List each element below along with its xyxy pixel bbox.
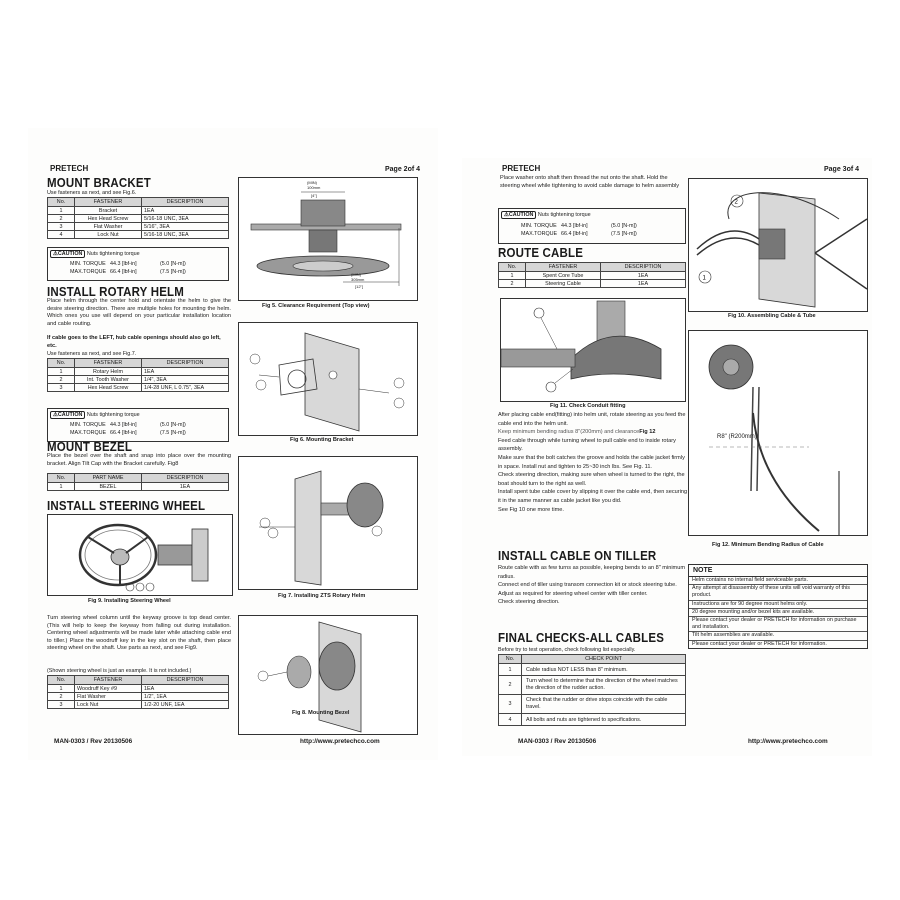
caution-text: Nuts tightening torque [537,212,591,218]
figure-caption: Fig 5. Clearance Requirement (Top view) [262,303,370,309]
paragraph: Check steering direction. [498,599,560,606]
max-torque-label: MAX.TORQUE [521,231,558,237]
cell: 2 [499,676,522,695]
table-row [48,685,229,693]
fig5-clearance [238,177,418,301]
dimension-label: 100mm [307,185,321,190]
radius-label: R8" (R200mm) [717,434,757,440]
paragraph: Feed cable through while turning wheel to pull cable end to inside rotary assembly. [498,437,676,453]
figure-caption: Fig 8. Mounting Bezel [292,710,350,716]
caution-text: Nuts tightening torque [86,251,140,257]
wheel-note: (Shown steering wheel is just an example. It is not included.) [47,668,192,674]
intro-text: Place washer onto shaft then thread the nut onto the shaft. Hold the steering wheel while tightening to avoid cable damage to helm assembly [500,175,680,189]
cell: 1/2-20 UNF, 1EA [142,701,229,709]
bracket-diagram [239,323,417,435]
section-title-install-wheel: INSTALL STEERING WHEEL [47,499,206,513]
wheel-instructions: Turn steering wheel column until the keyway groove is top dead center. (This will help to keep the keyway from falling out during installation. Centering wheel adjustments will be made later while attaching cable end to tiller.) Place the woodruff key in the key slot on the shaft, then place steering wheel on the shaft. Use parts as next, and see Fig9. [47,615,231,652]
caution-badge: ⚠CAUTION [50,411,85,419]
section-title-mount-bracket: MOUNT BRACKET [47,176,151,190]
note-box [688,564,868,649]
paragraph: Install spent tube cable cover by slipping it over the cable end, then securing it in the same manner as cable jacket like you did. [498,489,688,504]
dimension-label: [12"] [355,284,364,289]
cell: 1EA [601,272,686,280]
caution-badge: ⚠CAUTION [50,250,85,258]
cell: Int. Tooth Washer [75,376,142,384]
table-row [48,215,229,223]
section-title-tiller: INSTALL CABLE ON TILLER [498,549,657,563]
table-row [499,280,686,288]
website-url: http://www.pretechco.com [748,738,828,745]
max-torque-label: MAX.TORQUE [70,430,107,436]
note-line: Please contact your dealer or PRETECH for information on purchase and installation. [689,617,867,632]
figure-caption: Fig 10. Assembling Cable & Tube [728,313,816,319]
min-torque-nm: (5.0 [N-m]) [160,422,186,428]
cell: 1 [48,483,75,491]
header-description: DESCRIPTION [142,474,229,483]
helm-bold-note: If cable goes to the LEFT, hub cable openings should also go left, etc. [47,335,221,349]
cell: Steering Cable [526,280,601,288]
header-fastener: FASTENER [75,359,142,368]
cell: 1/2", 1EA [142,693,229,701]
header-no: No. [48,676,75,685]
min-torque-value: 44.3 [lbf-in] [110,261,137,267]
caution-box [47,408,229,442]
fig11-conduit-fitting [500,298,686,402]
cell: 2 [499,280,526,288]
section-note: Use fasteners as next, and see Fig.6. [47,190,137,196]
manual-page-2 [28,128,438,760]
cell: Check that the rudder or drive stops coincide with the cable travel. [522,695,686,714]
caution-header [501,211,591,219]
max-torque-nm: (7.5 [N-m]) [611,231,637,237]
cell: Rotary Helm [75,368,142,376]
cell: 3 [48,384,75,392]
cell: Hex Head Screw [75,215,142,223]
cell: 1 [48,685,75,693]
dimension-label: (MIN) [351,272,361,277]
cell: 1EA [601,280,686,288]
table-header-row [48,676,229,685]
cell: 4 [499,714,522,726]
section-title-mount-bezel: MOUNT BEZEL [47,440,133,454]
table-row [48,693,229,701]
max-torque-value: 66.4 [lbf-in] [561,231,588,237]
min-torque-label: MIN. TORQUE [70,261,106,267]
note-line: 20 degree mounting and/or bezel kits are available. [689,609,867,617]
figure-caption: Fig 6. Mounting Bracket [290,437,354,443]
min-torque-nm: (5.0 [N-m]) [611,223,637,229]
cell: Woodruff Key #9 [75,685,142,693]
cell: 1 [499,664,522,676]
page-number: Page 2of 4 [385,166,421,173]
bracket-fastener-table [47,197,229,239]
fig8-mounting-bezel [238,615,418,735]
cell: 3 [499,695,522,714]
cell: 1/4-28 UNF, L 0.75", 3EA [142,384,229,392]
table-row [499,676,686,695]
header-part-name: PART NAME [75,474,142,483]
cell: 1/4", 3EA [142,376,229,384]
max-torque-value: 66.4 [lbf-in] [110,430,137,436]
table-row [48,368,229,376]
table-header-row [48,198,229,207]
table-row [499,272,686,280]
min-torque-label: MIN. TORQUE [521,223,557,229]
cell: 1EA [142,483,229,491]
cell: 5/16-18 UNC, 3EA [142,231,229,239]
document-number: MAN-0303 / Rev 20130506 [54,738,133,745]
svg-text:2: 2 [734,199,738,206]
cell: Hex Head Screw [75,384,142,392]
cable-tube-diagram [689,179,867,311]
table-header-row [48,359,229,368]
website-url: http://www.pretechco.com [300,738,380,745]
cell: Lock Nut [75,231,142,239]
caution-box [47,247,229,281]
bezel-diagram [239,616,417,734]
header-fastener: FASTENER [75,198,142,207]
table-row [48,384,229,392]
cell: 3 [48,223,75,231]
cell: 1EA [142,368,229,376]
cell: Bracket [75,207,142,215]
section-note: Use fasteners as next, and see Fig.7. [47,351,137,357]
cell: 5/16", 3EA [142,223,229,231]
cell: Flat Washer [75,693,142,701]
cell: 3 [48,701,75,709]
paragraph: Connect end of tiller using transom connection kit or stock steering tube. [498,582,677,589]
manual-page-3 [462,158,872,756]
header-no: No. [499,655,522,664]
caution-text: Nuts tightening torque [86,412,140,418]
header-check-point: CHECK POINT [522,655,686,664]
dimension-label: (MIN) [307,180,317,185]
header-no: No. [48,359,75,368]
paragraph: Adjust as required for steering wheel center with tiller center. [498,590,648,597]
paragraph: See Fig 10 one more time. [498,506,564,513]
header-description: DESCRIPTION [601,263,686,272]
company-name: PRETECH [50,164,89,173]
figure-caption: Fig 9. Installing Steering Wheel [88,598,171,604]
cell: Lock Nut [75,701,142,709]
cell: Spent Core Tube [526,272,601,280]
header-description: DESCRIPTION [142,359,229,368]
tiller-instructions [498,564,688,607]
paragraph: Check steering direction, making sure when wheel is turned to the right, the boat should turn to the right as well. [498,472,685,487]
cell: Turn wheel to determine that the direction of the wheel matches the direction of the rudder action. [522,676,686,695]
header-no: No. [48,198,75,207]
bezel-instructions: Place the bezel over the shaft and snap into place over the mounting bracket. Align Tilt Cap with the Bracket carefully. Fig8 [47,453,231,467]
table-row [499,695,686,714]
fig7-rotary-helm [238,456,418,590]
note-line: Any attempt at disassembly of these units will void warranty of this product. [689,585,867,600]
max-torque-label: MAX.TORQUE [70,269,107,275]
paragraph: Make sure that the bolt catches the groove and holds the cable jacket firmly in space. Install nut and tighten to 25~30 inch lbs. See Fig. 11. [498,454,685,470]
figure-caption: Fig 12. Minimum Bending Radius of Cable [712,542,824,548]
route-cable-instructions [498,411,688,514]
max-torque-nm: (7.5 [N-m]) [160,430,186,436]
fig-reference: Fig 12 [639,429,656,436]
cell: Flat Washer [75,223,142,231]
clearance-diagram [239,178,417,300]
caution-box [498,208,686,244]
caution-header [50,250,140,258]
section-title-install-helm: INSTALL ROTARY HELM [47,285,185,299]
cell: 1EA [142,685,229,693]
cell: 1 [48,368,75,376]
header-no: No. [48,474,75,483]
company-name: PRETECH [502,164,541,173]
table-row [48,223,229,231]
note-title: NOTE [689,565,867,577]
cell: 1 [499,272,526,280]
wheel-fastener-table [47,675,229,709]
min-torque-label: MIN. TORQUE [70,422,106,428]
max-torque-value: 66.4 [lbf-in] [110,269,137,275]
table-row [499,664,686,676]
cell: 1 [48,207,75,215]
header-description: DESCRIPTION [142,676,229,685]
bending-radius-diagram [689,331,867,535]
table-row [48,483,229,491]
header-no: No. [499,263,526,272]
caution-badge: ⚠CAUTION [501,211,536,219]
paragraph: Keep minimum bending radius 8"(200mm) and clearanceFig 12 [498,429,656,436]
cell: BEZEL [75,483,142,491]
cell: 2 [48,376,75,384]
fig9-steering-wheel [47,514,233,596]
table-row [48,701,229,709]
fig10-cable-tube [688,178,868,312]
section-title-final-checks: FINAL CHECKS-ALL CABLES [498,631,665,645]
figure-caption: Fig 7. Installing ZTS Rotary Helm [278,593,366,599]
paragraph: Route cable with as few turns as possible, keeping bends to an 8" minimum radius. [498,565,685,580]
min-torque-value: 44.3 [lbf-in] [561,223,588,229]
cell: 5/16-18 UNC, 3EA [142,215,229,223]
header-description: DESCRIPTION [142,198,229,207]
caution-header [50,411,140,419]
final-checks-note: Before try to test operation, check following list especially. [498,647,636,653]
route-cable-table [498,262,686,288]
final-checks-table [498,654,686,726]
table-row [48,231,229,239]
note-line: Please contact your dealer or PRETECH for information. [692,640,827,647]
header-fastener: FASTENER [526,263,601,272]
document-number: MAN-0303 / Rev 20130506 [518,738,597,745]
helm-instructions: Place helm through the center hold and orientate the helm to give the desire steering direction. There are multiple holes for mounting the helm. Which ones you use will depend on your particular installation location and cable routing. [47,298,231,327]
helm-fastener-table [47,358,229,392]
min-torque-nm: (5.0 [N-m]) [160,261,186,267]
cell: Cable radius NOT LESS than 8" minimum. [522,664,686,676]
page-number: Page 3of 4 [824,166,860,173]
paragraph: After placing cable end(fitting) into helm unit, rotate steering as you feed the cable end into the helm unit. [498,412,686,427]
fig12-bending-radius [688,330,868,536]
svg-text:1: 1 [702,275,706,282]
fig6-mounting-bracket [238,322,418,436]
steering-wheel-illustration [48,515,232,595]
note-line: Tilt helm assemblies are available. [689,632,867,640]
table-header-row [499,655,686,664]
table-row [499,714,686,726]
table-header-row [499,263,686,272]
min-torque-value: 44.3 [lbf-in] [110,422,137,428]
cell: 2 [48,693,75,701]
note-line: Instructions are for 90 degree mount helms only. [689,601,867,609]
max-torque-nm: (7.5 [N-m]) [160,269,186,275]
table-header-row [48,474,229,483]
dimension-label: [4"] [311,193,317,198]
bezel-part-table [47,473,229,491]
cell: All bolts and nuts are tightened to specifications. [522,714,686,726]
cell: 2 [48,215,75,223]
section-title-route-cable: ROUTE CABLE [498,246,584,260]
conduit-diagram [501,299,685,401]
figure-caption: Fig 11. Check Conduit fitting [550,403,626,409]
cell: 1EA [142,207,229,215]
header-fastener: FASTENER [75,676,142,685]
table-row [48,376,229,384]
dimension-label: 305mm [351,277,365,282]
table-row [48,207,229,215]
note-line: Helm contains no internal field serviceable parts. [689,577,867,585]
rotary-helm-diagram [239,457,417,589]
cell: 4 [48,231,75,239]
